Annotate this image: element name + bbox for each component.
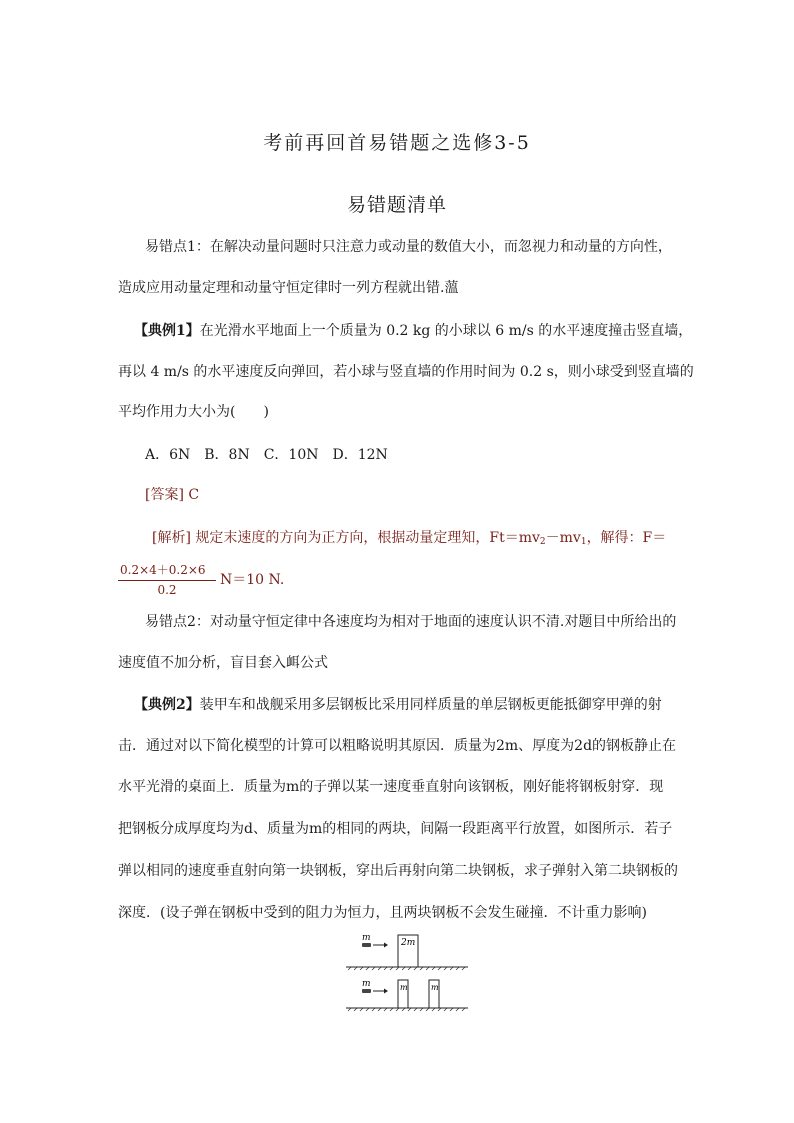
analysis-tail: ，解得：F＝ <box>586 530 667 546</box>
bullet-plates-figure <box>340 930 470 1015</box>
bullet-mass-label-top: m <box>362 933 371 943</box>
analysis-sub2: 2 <box>539 537 546 547</box>
analysis-mid: －mv <box>545 530 581 546</box>
analysis-head: [解析] 规定末速度的方向为正方向，根据动量定理知，Ft＝mv <box>152 530 540 546</box>
thin-plate-2-label: m <box>431 983 439 992</box>
example2-line5: 弹以相同的速度垂直射向第一块钢板，穿出后再射向第二块钢板，求子弹射入第二块钢板的 <box>118 863 678 879</box>
example1-options: A．6N B．8N C．10N D．12N <box>145 447 388 463</box>
arrow-head-top <box>384 943 388 948</box>
fraction-denominator: 0.2 <box>157 583 177 597</box>
analysis-sub1: 1 <box>580 537 587 547</box>
point2-line2: 速度值不加分析，盲目套入衈公式 <box>118 655 328 671</box>
fraction <box>118 561 216 597</box>
example1-line3: 平均作用力大小为( ) <box>118 404 269 420</box>
point2-line1: 易错点2：对动量守恒定律中各速度均为相对于地面的速度认识不清.对题目中所给出的 <box>145 614 677 630</box>
example2-line6: 深度．(设子弹在钢板中受到的阻力为恒力，且两块钢板不会发生碰撞．不计重力影响) <box>118 905 647 921</box>
fraction-bar <box>118 580 216 581</box>
point1-line2: 造成应用动量定理和动量守恒定律时一列方程就出错.薀 <box>118 280 459 296</box>
example1-text1: 在光滑水平地面上一个质量为 0.2 kg 的小球以 6 m/s 的水平速度撞击竖直墙， <box>199 323 693 339</box>
bullet-icon-bottom <box>362 989 371 993</box>
example1-tag: 【典例1】 <box>134 323 200 339</box>
thin-plate-1-label: m <box>400 983 408 992</box>
fraction-numerator: 0.2×4＋0.2×6 <box>120 563 206 577</box>
example2-line4: 把钢板分成厚度均为d、质量为m的相同的两块，间隔一段距离平行放置，如图所示．若子 <box>118 821 673 837</box>
bullet-icon-top <box>362 943 371 947</box>
fraction-result: N＝10 N. <box>220 572 285 588</box>
bullet-mass-label-bottom: m <box>362 979 371 989</box>
example1-answer: [答案] C <box>145 487 200 503</box>
example2-line2: 击．通过对以下简化模型的计算可以粗略说明其原因．质量为2m、厚度为2d的钢板静止在 <box>118 738 677 754</box>
example1-line1 <box>134 321 692 341</box>
section-heading: 易错题清单 <box>346 194 447 216</box>
example2-line1 <box>134 695 662 715</box>
page-title: 考前再回首易错题之选修3-5 <box>263 132 531 154</box>
thick-plate-label: 2m <box>401 938 416 948</box>
example2-text1: 装甲车和战舰采用多层钢板比采用同样质量的单层钢板更能抵御穿甲弹的射 <box>199 697 662 713</box>
arrow-head-bottom <box>384 989 388 994</box>
example2-line3: 水平光滑的桌面上．质量为m的子弹以某一速度垂直射向该钢板，刚好能将钢板射穿．现 <box>118 779 664 795</box>
example1-analysis <box>152 528 666 552</box>
example1-line2: 再以 4 m/s 的水平速度反向弹回，若小球与竖直墙的作用时间为 0.2 s，则小球受到竖直墙的 <box>118 364 694 380</box>
point1-line1: 易错点1：在解决动量问题时只注意力或动量的数值大小，而忽视力和动量的方向性， <box>145 239 672 255</box>
example2-tag: 【典例2】 <box>134 697 200 713</box>
